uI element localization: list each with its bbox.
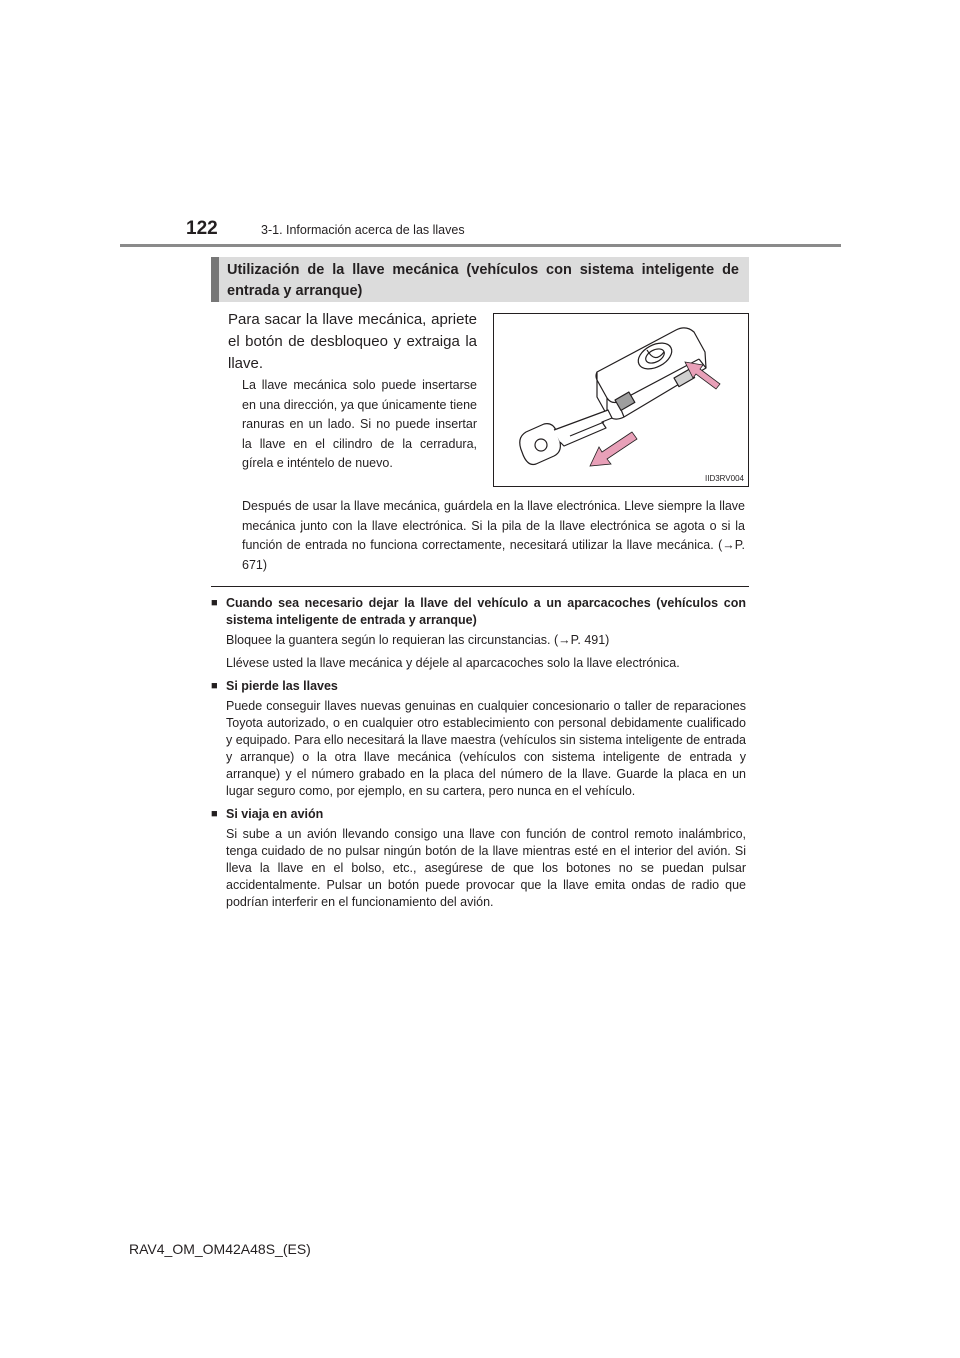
electronic-key [596, 328, 706, 419]
section-header: 3-1. Información acerca de las llaves [261, 223, 465, 237]
note-text: La llave mecánica solo puede insertarse en una dirección, ya que únicamente tiene ranuras en un lado. Si no puede insertar la llave en el cilindro de la cerradura, gírela e inténtelo de nuevo. [242, 378, 477, 470]
footer-code: RAV4_OM_OM42A48S_(ES) [129, 1241, 311, 1257]
info-item-title [211, 595, 746, 629]
info-paragraph: Llévese usted la llave mecánica y déjele al aparcacoches solo la llave electrónica. [226, 656, 680, 670]
figure-code: IID3RV004 [705, 474, 744, 483]
info-item [211, 678, 746, 800]
info-section [211, 595, 746, 917]
intro-text: Para sacar la llave mecánica, apriete el botón de desbloqueo y extraiga la llave. [228, 311, 477, 372]
info-item-title [211, 678, 746, 695]
key-illustration [493, 313, 749, 487]
section-divider [211, 586, 749, 587]
bullet-square-icon: ■ [211, 597, 218, 609]
info-item [211, 806, 746, 911]
info-item-title-text: Cuando sea necesario dejar la llave del vehículo a un aparcacoches (vehículos con sistema inteligente de entrada y arranque) [226, 596, 746, 627]
info-paragraph: Bloquee la guantera según lo requieran las circunstancias. (→P. 491) [226, 633, 610, 647]
after-text: Después de usar la llave mecánica, guárdela en la llave electrónica. Lleve siempre la llave mecánica junto con la llave electrónica. Si la pila de la llave electrónica se agota o si la función de entrada no funciona correctamente, necesitará utilizar la llave mecánica. (→P. 671) [242, 499, 745, 572]
info-item-title-text: Si viaja en avión [226, 807, 324, 821]
info-item-title-text: Si pierde las llaves [226, 679, 338, 693]
info-item [211, 595, 746, 672]
info-paragraph: Puede conseguir llaves nuevas genuinas en cualquier concesionario o taller de reparaciones Toyota autorizado, o en cualquier otro establecimiento con personal debidamente cualificado y equipado. Para ello necesitará la llave maestra (vehículos sin sistema inteligente de entrada y arranque) o la otra llave mecánica (vehículos con sistema inteligente de entrada y arranque) y el número grabado en la placa del número de la llave. Guarde la placa en un lugar seguro como, por ejemplo, en su cartera, pero nunca en el vehículo. [226, 699, 746, 798]
info-item-title [211, 806, 746, 823]
header-rule [120, 244, 841, 247]
section-title: Utilización de la llave mecánica (vehículos con sistema inteligente de entrada y arranque) [211, 257, 749, 302]
bullet-square-icon: ■ [211, 808, 218, 820]
pull-arrow-icon [590, 432, 637, 466]
page-number: 122 [186, 218, 218, 239]
key-illustration-drawing [494, 314, 748, 486]
bullet-square-icon: ■ [211, 680, 218, 692]
info-paragraph: Si sube a un avión llevando consigo una llave con función de control remoto inalámbrico, tenga cuidado de no pulsar ningún botón de la llave mientras esté en el interior del avión. Si lleva la llave en el bolso, etc., asegúrese de que los botones no se puedan pulsar accidentalmente. Pulsar un botón puede provocar que la llave emita ondas de radio que podrían interferir en el funcionamiento del avión. [226, 827, 746, 909]
